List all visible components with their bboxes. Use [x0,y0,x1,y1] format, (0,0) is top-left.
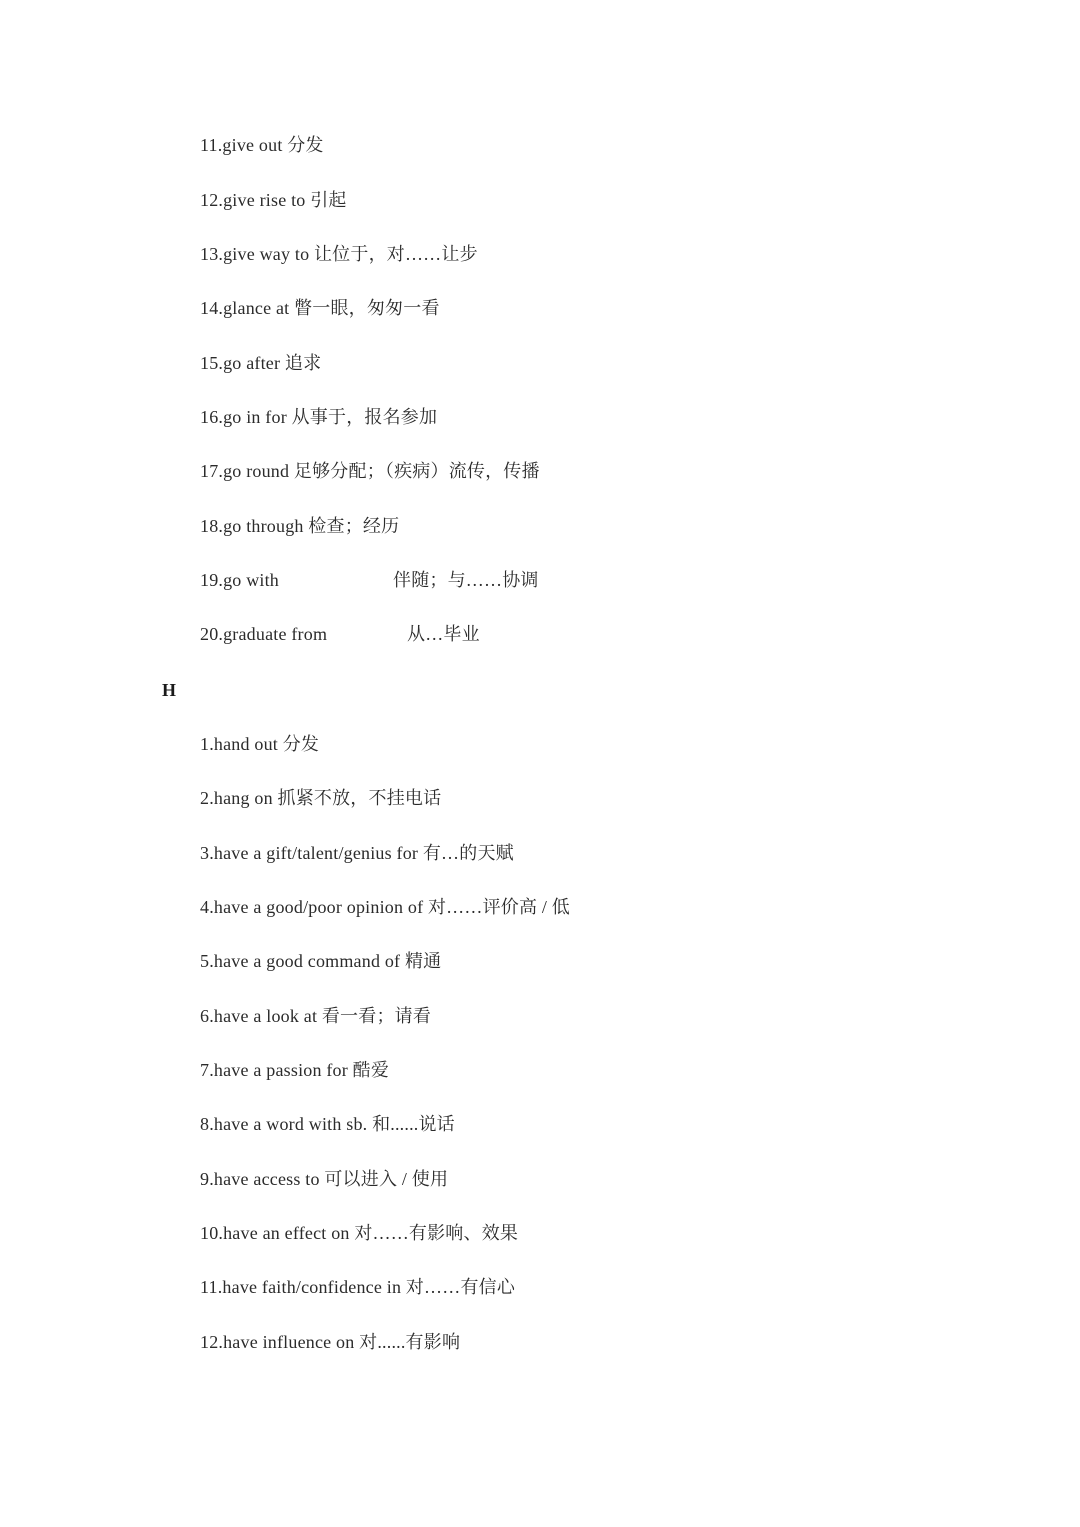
phrase-entry [200,949,441,973]
phrase-entry [200,1221,518,1245]
phrase-chinese: 对……有影响、效果 [354,1223,519,1243]
phrase-english: 12.give rise to [200,190,311,210]
phrase-english: 3.have a gift/talent/genius for [200,843,423,863]
phrase-chinese: 引起 [310,190,347,210]
phrase-chinese: 可以进入 / 使用 [324,1169,449,1189]
phrase-entry [200,405,437,429]
phrase-chinese: 足够分配；（疾病）流传，传播 [293,461,540,481]
phrase-chinese: 有…的天赋 [422,843,514,863]
phrase-chinese: 让位于，对……让步 [313,244,478,264]
phrase-chinese: 瞥一眼，匆匆一看 [294,298,440,318]
phrase-english: 4.have a good/poor opinion of [200,897,428,917]
phrase-english: 11.give out [200,135,288,155]
phrase-english: 13.give way to [200,244,314,264]
phrase-chinese: 精通 [404,951,442,971]
phrase-english: 15.go after [200,353,285,373]
phrase-chinese: 伴随；与……协调 [393,570,539,590]
phrase-english: 17.go round [200,461,294,481]
phrase-chinese: 酷爱 [352,1060,390,1080]
phrase-chinese: 和......说话 [372,1114,455,1134]
phrase-entry [200,1112,455,1136]
phrase-chinese: 对……有信心 [405,1277,516,1297]
phrase-chinese: 分发 [287,135,324,155]
phrase-chinese: 看一看；请看 [321,1006,432,1026]
phrase-english: 20.graduate from [200,624,328,644]
phrase-entry [200,1004,431,1028]
phrase-entry [200,622,480,646]
phrase-english: 10.have an effect on [200,1223,355,1243]
phrase-english: 1.hand out [200,734,283,754]
phrase-entry [200,1330,460,1354]
phrase-entry [200,242,478,266]
phrase-entry [200,732,319,756]
phrase-english: 14.glance at [200,298,295,318]
phrase-entry [200,841,514,865]
phrase-entry [200,786,441,810]
phrase-entry [200,1058,389,1082]
phrase-entry [200,1275,515,1299]
phrase-chinese: 追求 [284,353,322,373]
phrase-english: 6.have a look at [200,1006,322,1026]
phrase-entry [200,514,399,538]
phrase-chinese: 抓紧不放，不挂电话 [277,788,442,808]
phrase-english: 11.have faith/confidence in [200,1277,406,1297]
phrase-chinese: 从事于，报名参加 [291,407,438,427]
phrase-entry [200,188,347,212]
phrase-english: 19.go with [200,570,280,590]
phrase-english: 5.have a good command of [200,951,405,971]
phrase-english: 2.hang on [200,788,278,808]
phrase-entry [200,296,440,320]
phrase-entry [200,1167,448,1191]
phrase-english: 8.have a word with sb. [200,1114,373,1134]
section-heading: H [162,680,177,700]
phrase-chinese: 对……评价高 / 低 [427,897,570,917]
phrase-english: 18.go through [200,516,309,536]
phrase-chinese: 从…毕业 [407,624,480,644]
phrase-chinese: 检查；经历 [308,516,400,536]
phrase-english: 7.have a passion for [200,1060,353,1080]
phrase-chinese: 分发 [282,734,320,754]
phrase-english: 16.go in for [200,407,292,427]
phrase-english: 9.have access to [200,1169,325,1189]
phrase-entry [200,133,324,157]
phrase-entry [200,895,570,919]
phrase-english: 12.have influence on [200,1332,360,1352]
phrase-entry [200,459,540,483]
phrase-chinese: 对......有影响 [359,1332,461,1352]
phrase-entry [200,351,321,375]
phrase-entry [200,568,539,592]
